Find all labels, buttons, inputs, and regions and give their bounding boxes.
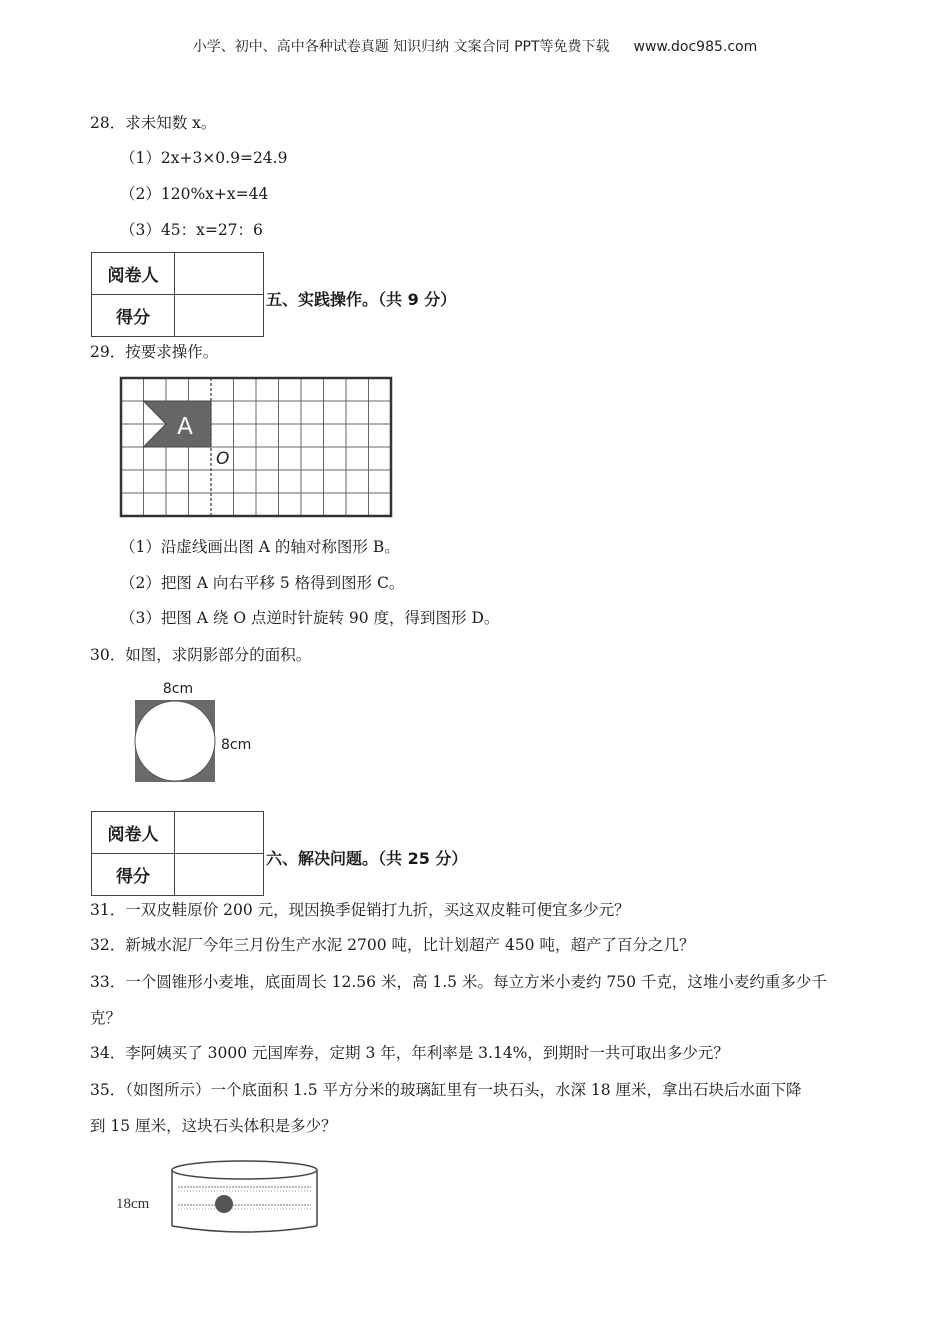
q33-line-2: 克？ bbox=[90, 1009, 122, 1027]
q35-tank-figure bbox=[116, 1156, 326, 1236]
q35-line-1: 35．（如图所示）一个底面积 1.5 平方分米的玻璃缸里有一块石头，水深 18 厘米，拿出石块后水面下降 bbox=[90, 1081, 802, 1099]
page-header bbox=[0, 36, 950, 56]
q29-stem: 29．按要求操作。 bbox=[90, 343, 219, 361]
score-table-section5 bbox=[91, 252, 264, 337]
score-label: 得分 bbox=[92, 854, 175, 896]
reviewer-field[interactable] bbox=[175, 812, 264, 854]
section6-title: 六、解决问题。（共 25 分） bbox=[266, 849, 468, 868]
score-label: 得分 bbox=[92, 295, 175, 337]
q29-item-3: （3）把图 A 绕 O 点逆时针旋转 90 度，得到图形 D。 bbox=[120, 609, 500, 627]
section5-title: 五、实践操作。（共 9 分） bbox=[266, 290, 457, 309]
header-site-link[interactable]: www.doc985.com bbox=[633, 39, 758, 55]
score-field[interactable] bbox=[175, 854, 264, 896]
q29-item-1: （1）沿虚线画出图 A 的轴对称图形 B。 bbox=[120, 538, 400, 556]
q30-stem: 30．如图，求阴影部分的面积。 bbox=[90, 646, 312, 664]
q33-line-1: 33．一个圆锥形小麦堆，底面周长 12.56 米，高 1.5 米。每立方米小麦约 750 千克，这堆小麦约重多少千 bbox=[90, 973, 827, 991]
reviewer-label: 阅卷人 bbox=[92, 253, 175, 295]
q28-item-1: （1）2x+3×0.9=24.9 bbox=[120, 149, 288, 167]
q29-item-2: （2）把图 A 向右平移 5 格得到图形 C。 bbox=[120, 574, 405, 592]
header-text: 小学、初中、高中各种试卷真题 知识归纳 文案合同 PPT等免费下载 bbox=[192, 39, 610, 55]
q30-circle-square-figure bbox=[130, 678, 270, 786]
q31-text: 31．一双皮鞋原价 200 元，现因换季促销打九折，买这双皮鞋可便宜多少元？ bbox=[90, 901, 630, 919]
q28-item-2: （2）120%x+x=44 bbox=[120, 185, 269, 203]
shape-a-label: A bbox=[177, 414, 193, 440]
inscribed-circle bbox=[135, 701, 215, 781]
q32-text: 32．新城水泥厂今年三月份生产水泥 2700 吨，比计划超产 450 吨，超产了百分之几？ bbox=[90, 936, 695, 954]
point-o-label: O bbox=[216, 449, 230, 469]
score-table-section6 bbox=[91, 811, 264, 896]
score-field[interactable] bbox=[175, 295, 264, 337]
q28-stem: 28．求未知数 x。 bbox=[90, 114, 217, 132]
q30-top-label: 8cm bbox=[162, 681, 194, 697]
q34-text: 34．李阿姨买了 3000 元国库券，定期 3 年，年利率是 3.14%，到期时一共可取出多少元？ bbox=[90, 1044, 729, 1062]
q30-side-label: 8cm bbox=[221, 737, 252, 753]
stone-circle bbox=[215, 1195, 233, 1213]
q35-line-2: 到 15 厘米，这块石头体积是多少？ bbox=[90, 1117, 337, 1135]
reviewer-label: 阅卷人 bbox=[92, 812, 175, 854]
q29-grid-figure bbox=[121, 378, 391, 518]
reviewer-field[interactable] bbox=[175, 253, 264, 295]
q28-item-3: （3）45：x=27：6 bbox=[120, 221, 263, 239]
q35-depth-label: 18cm bbox=[116, 1196, 150, 1212]
